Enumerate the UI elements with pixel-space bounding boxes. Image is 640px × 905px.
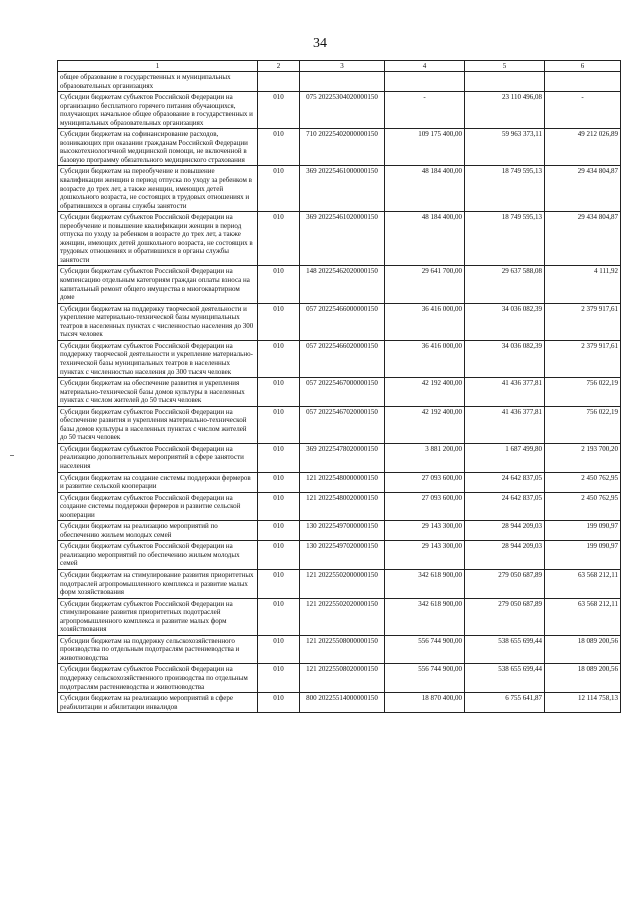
approved-amount-cell: 556 744 900,00	[385, 664, 465, 693]
table-header-row	[58, 61, 621, 72]
executed-amount-cell: 279 050 687,89	[465, 598, 545, 635]
budget-code-cell: 710 20225402000000150	[300, 129, 385, 166]
table-row	[58, 635, 621, 664]
subsidy-name-cell: Субсидии бюджетам субъектов Российской Федерации на поддержку сельскохозяйственного производства по отдельным подотраслям растениеводства и животноводства	[58, 664, 258, 693]
budget-code-cell: 057 20225466020000150	[300, 340, 385, 377]
subsidy-name-cell: Субсидии бюджетам на стимулирование развития приоритетных подотраслей агропромышленного комплекса и развитие малых форм хозяйствования	[58, 569, 258, 598]
table-row	[58, 569, 621, 598]
unexecuted-amount-cell: 18 089 200,56	[545, 635, 621, 664]
subsidy-name-cell: Субсидии бюджетам субъектов Российской Федерации на организацию бесплатного горячего питания обучающихся, получающих начальное общее образование в государственных и муниципальных образовательных организациях	[58, 92, 258, 129]
unexecuted-amount-cell: 49 212 026,89	[545, 129, 621, 166]
admin-code-cell: 010	[258, 212, 300, 266]
unexecuted-amount-cell: 2 379 917,61	[545, 340, 621, 377]
admin-code-cell: 010	[258, 443, 300, 472]
unexecuted-amount-cell: 18 089 200,56	[545, 664, 621, 693]
executed-amount-cell: 538 655 699,44	[465, 635, 545, 664]
executed-amount-cell: 279 050 687,89	[465, 569, 545, 598]
subsidy-name-cell: Субсидии бюджетам субъектов Российской Федерации на создание системы поддержки фермеров и развитие сельской кооперации	[58, 492, 258, 521]
approved-amount-cell: 342 618 900,00	[385, 598, 465, 635]
budget-table	[57, 60, 621, 713]
unexecuted-amount-cell: 29 434 804,87	[545, 166, 621, 212]
subsidy-name-cell: Субсидии бюджетам субъектов Российской Федерации на поддержку творческой деятельности и укрепление материально-технической базы муниципальных театров в населенных пунктах с численностью населения до 300 тысяч человек	[58, 340, 258, 377]
executed-amount-cell: 29 637 588,08	[465, 266, 545, 303]
table-row	[58, 693, 621, 713]
subsidy-name-cell: Субсидии бюджетам на реализацию мероприятий по обеспечению жильем молодых семей	[58, 521, 258, 541]
executed-amount-cell: 59 963 373,11	[465, 129, 545, 166]
subsidy-name-cell: Субсидии бюджетам на создание системы поддержки фермеров и развитие сельской кооперации	[58, 472, 258, 492]
column-header: 3	[300, 61, 385, 72]
budget-code-cell: 121 20225502020000150	[300, 598, 385, 635]
executed-amount-cell: 23 110 496,08	[465, 92, 545, 129]
approved-amount-cell: 36 416 000,00	[385, 303, 465, 340]
table-row	[58, 598, 621, 635]
approved-amount-cell: 109 175 400,00	[385, 129, 465, 166]
subsidy-name-cell: Субсидии бюджетам субъектов Российской Федерации на компенсацию отдельным категориям граждан оплаты взноса на капитальный ремонт общего имущества в многоквартирном доме	[58, 266, 258, 303]
table-row	[58, 340, 621, 377]
admin-code-cell: 010	[258, 92, 300, 129]
approved-amount-cell: 556 744 900,00	[385, 635, 465, 664]
executed-amount-cell: 6 755 641,87	[465, 693, 545, 713]
unexecuted-amount-cell: 2 193 700,20	[545, 443, 621, 472]
subsidy-name-cell: Субсидии бюджетам на поддержку сельскохозяйственного производства по отдельным подотраслям растениеводства и животноводства	[58, 635, 258, 664]
approved-amount-cell: 18 870 400,00	[385, 693, 465, 713]
executed-amount-cell: 34 036 082,39	[465, 340, 545, 377]
admin-code-cell: 010	[258, 693, 300, 713]
budget-code-cell: 057 20225466000000150	[300, 303, 385, 340]
unexecuted-amount-cell: 12 114 758,13	[545, 693, 621, 713]
admin-code-cell: 010	[258, 378, 300, 407]
unexecuted-amount-cell: 2 450 762,95	[545, 492, 621, 521]
admin-code-cell: 010	[258, 664, 300, 693]
table-row	[58, 212, 621, 266]
executed-amount-cell: 538 655 699,44	[465, 664, 545, 693]
subsidy-name-cell: Субсидии бюджетам на обеспечение развития и укрепления материально-технической базы домов культуры в населенных пунктах с числом жителей до 50 тысяч человек	[58, 378, 258, 407]
executed-amount-cell: 34 036 082,39	[465, 303, 545, 340]
budget-code-cell: 369 20225478020000150	[300, 443, 385, 472]
subsidy-name-cell: Субсидии бюджетам субъектов Российской Федерации на стимулирование развития приоритетных подотраслей агропромышленного комплекса и развитие малых форм хозяйствования	[58, 598, 258, 635]
budget-code-cell: 057 20225467020000150	[300, 406, 385, 443]
subsidy-name-cell: Субсидии бюджетам на переобучение и повышение квалификации женщин в период отпуска по уходу за ребенком в возрасте до трех лет, а также женщин, имеющих детей дошкольного возраста, не состоящих в трудовых отношениях и обратившихся в органы службы занятости	[58, 166, 258, 212]
admin-code-cell	[258, 72, 300, 92]
table-row	[58, 521, 621, 541]
approved-amount-cell: 3 881 200,00	[385, 443, 465, 472]
column-header: 6	[545, 61, 621, 72]
admin-code-cell: 010	[258, 266, 300, 303]
column-header: 2	[258, 61, 300, 72]
table-row	[58, 492, 621, 521]
unexecuted-amount-cell: 63 568 212,11	[545, 598, 621, 635]
table-row	[58, 443, 621, 472]
margin-mark	[10, 455, 14, 456]
executed-amount-cell: 18 749 595,13	[465, 212, 545, 266]
unexecuted-amount-cell: 756 022,19	[545, 406, 621, 443]
budget-code-cell: 121 20225480020000150	[300, 492, 385, 521]
budget-code-cell: 057 20225467000000150	[300, 378, 385, 407]
executed-amount-cell: 28 944 209,03	[465, 541, 545, 570]
approved-amount-cell: 29 143 300,00	[385, 541, 465, 570]
table-row	[58, 406, 621, 443]
budget-code-cell: 800 20225514000000150	[300, 693, 385, 713]
table-body	[58, 72, 621, 713]
subsidy-name-cell: Субсидии бюджетам субъектов Российской Федерации на переобучение и повышение квалификации женщин в период отпуска по уходу за ребенком в возрасте до трех лет, а также женщин, имеющих детей дошкольного возраста, не состоящих в трудовых отношениях и обратившихся в органы службы занятости	[58, 212, 258, 266]
budget-code-cell: 148 20225462020000150	[300, 266, 385, 303]
unexecuted-amount-cell: 199 090,97	[545, 541, 621, 570]
admin-code-cell: 010	[258, 303, 300, 340]
budget-code-cell: 121 20225480000000150	[300, 472, 385, 492]
executed-amount-cell: 28 944 209,03	[465, 521, 545, 541]
budget-code-cell: 121 20225502000000150	[300, 569, 385, 598]
admin-code-cell: 010	[258, 406, 300, 443]
executed-amount-cell: 1 687 499,80	[465, 443, 545, 472]
table-row	[58, 664, 621, 693]
executed-amount-cell	[465, 72, 545, 92]
budget-code-cell: 369 20225461000000150	[300, 166, 385, 212]
page-number: 34	[313, 36, 327, 51]
subsidy-name-cell: Субсидии бюджетам на реализацию мероприятий в сфере реабилитации и абилитации инвалидов	[58, 693, 258, 713]
subsidy-name-cell: Субсидии бюджетам субъектов Российской Федерации на реализацию мероприятий по обеспечению жильем молодых семей	[58, 541, 258, 570]
table-row	[58, 472, 621, 492]
executed-amount-cell: 41 436 377,81	[465, 406, 545, 443]
budget-code-cell: 130 20225497020000150	[300, 541, 385, 570]
table-row	[58, 72, 621, 92]
admin-code-cell: 010	[258, 635, 300, 664]
subsidy-name-cell: Субсидии бюджетам на поддержку творческой деятельности и укрепление материально-технической базы муниципальных театров в населенных пунктах с численностью населения до 300 тысяч человек	[58, 303, 258, 340]
approved-amount-cell: 42 192 400,00	[385, 378, 465, 407]
unexecuted-amount-cell: 2 450 762,95	[545, 472, 621, 492]
approved-amount-cell: -	[385, 92, 465, 129]
unexecuted-amount-cell: -	[545, 92, 621, 129]
admin-code-cell: 010	[258, 521, 300, 541]
subsidy-name-cell: общее образование в государственных и муниципальных образовательных организациях	[58, 72, 258, 92]
budget-code-cell: 075 20225304020000150	[300, 92, 385, 129]
approved-amount-cell: 42 192 400,00	[385, 406, 465, 443]
approved-amount-cell: 48 184 400,00	[385, 212, 465, 266]
approved-amount-cell: 48 184 400,00	[385, 166, 465, 212]
table-row	[58, 541, 621, 570]
executed-amount-cell: 41 436 377,81	[465, 378, 545, 407]
subsidy-name-cell: Субсидии бюджетам субъектов Российской Федерации на реализацию дополнительных мероприятий в сфере занятости населения	[58, 443, 258, 472]
budget-code-cell: 130 20225497000000150	[300, 521, 385, 541]
table-row	[58, 266, 621, 303]
subsidy-name-cell: Субсидии бюджетам на софинансирование расходов, возникающих при оказании гражданам Российской Федерации высокотехнологичной медицинской помощи, не включенной в базовую программу обязательного медицинского страхования	[58, 129, 258, 166]
budget-code-cell: 121 20225508020000150	[300, 664, 385, 693]
executed-amount-cell: 18 749 595,13	[465, 166, 545, 212]
budget-code-cell: 121 20225508000000150	[300, 635, 385, 664]
unexecuted-amount-cell	[545, 72, 621, 92]
table-row	[58, 378, 621, 407]
approved-amount-cell	[385, 72, 465, 92]
admin-code-cell: 010	[258, 472, 300, 492]
admin-code-cell: 010	[258, 129, 300, 166]
executed-amount-cell: 24 642 837,05	[465, 472, 545, 492]
admin-code-cell: 010	[258, 492, 300, 521]
executed-amount-cell: 24 642 837,05	[465, 492, 545, 521]
unexecuted-amount-cell: 29 434 804,87	[545, 212, 621, 266]
column-header: 1	[58, 61, 258, 72]
admin-code-cell: 010	[258, 541, 300, 570]
unexecuted-amount-cell: 4 111,92	[545, 266, 621, 303]
approved-amount-cell: 27 093 600,00	[385, 472, 465, 492]
table-row	[58, 303, 621, 340]
approved-amount-cell: 27 093 600,00	[385, 492, 465, 521]
table-row	[58, 129, 621, 166]
approved-amount-cell: 36 416 000,00	[385, 340, 465, 377]
unexecuted-amount-cell: 756 022,19	[545, 378, 621, 407]
unexecuted-amount-cell: 63 568 212,11	[545, 569, 621, 598]
unexecuted-amount-cell: 199 090,97	[545, 521, 621, 541]
column-header: 5	[465, 61, 545, 72]
admin-code-cell: 010	[258, 340, 300, 377]
table-row	[58, 166, 621, 212]
subsidy-name-cell: Субсидии бюджетам субъектов Российской Федерации на обеспечение развития и укрепления материально-технической базы домов культуры в населенных пунктах с числом жителей до 50 тысяч человек	[58, 406, 258, 443]
unexecuted-amount-cell: 2 379 917,61	[545, 303, 621, 340]
admin-code-cell: 010	[258, 569, 300, 598]
approved-amount-cell: 29 143 300,00	[385, 521, 465, 541]
budget-code-cell: 369 20225461020000150	[300, 212, 385, 266]
table-row	[58, 92, 621, 129]
admin-code-cell: 010	[258, 166, 300, 212]
admin-code-cell: 010	[258, 598, 300, 635]
column-header: 4	[385, 61, 465, 72]
budget-code-cell	[300, 72, 385, 92]
approved-amount-cell: 342 618 900,00	[385, 569, 465, 598]
approved-amount-cell: 29 641 700,00	[385, 266, 465, 303]
